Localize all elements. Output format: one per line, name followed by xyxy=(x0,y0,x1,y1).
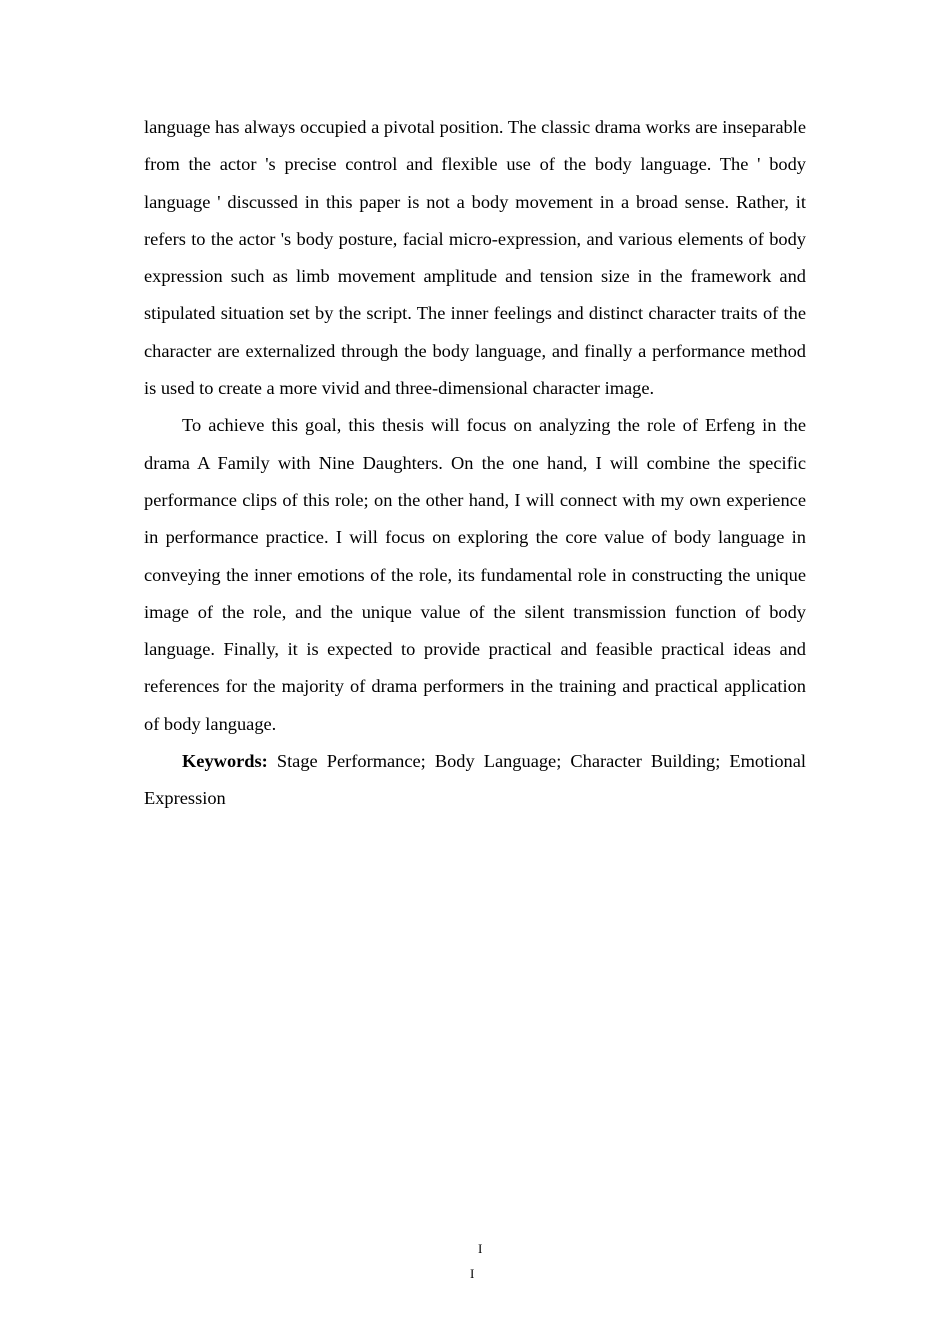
page-number-upper: I xyxy=(478,1241,483,1256)
keywords-label: Keywords: xyxy=(182,751,268,772)
keywords-text: Stage Performance; Body Language; Character Building; Emotional Expression xyxy=(144,751,806,809)
keywords-line xyxy=(144,743,806,818)
paragraph-continuation: language has always occupied a pivotal position. The classic drama works are inseparable from the actor 's precise control and flexible use of the body language. The ' body language ' discussed in this paper is not a body movement in a broad sense. Rather, it refers to the actor 's body posture, facial micro-expression, and various elements of body expression such as limb movement amplitude and tension size in the framework and stipulated situation set by the script. The inner feelings and distinct character traits of the character are externalized through the body language, and finally a performance method is used to create a more vivid and three-dimensional character image. xyxy=(144,117,806,399)
abstract-body xyxy=(144,109,806,818)
page-number-lower: I xyxy=(470,1266,475,1281)
paragraph-thesis-goal: To achieve this goal, this thesis will focus on analyzing the role of Erfeng in the drama A Family with Nine Daughters. On the one hand, I will combine the specific performance clips of this role; on the other hand, I will connect with my own experience in performance practice. I will focus on exploring the core value of body language in conveying the inner emotions of the role, its fundamental role in constructing the unique image of the role, and the unique value of the silent transmission function of body language. Finally, it is expected to provide practical and feasible practical ideas and references for the majority of drama performers in the training and practical application of body language. xyxy=(144,415,806,734)
